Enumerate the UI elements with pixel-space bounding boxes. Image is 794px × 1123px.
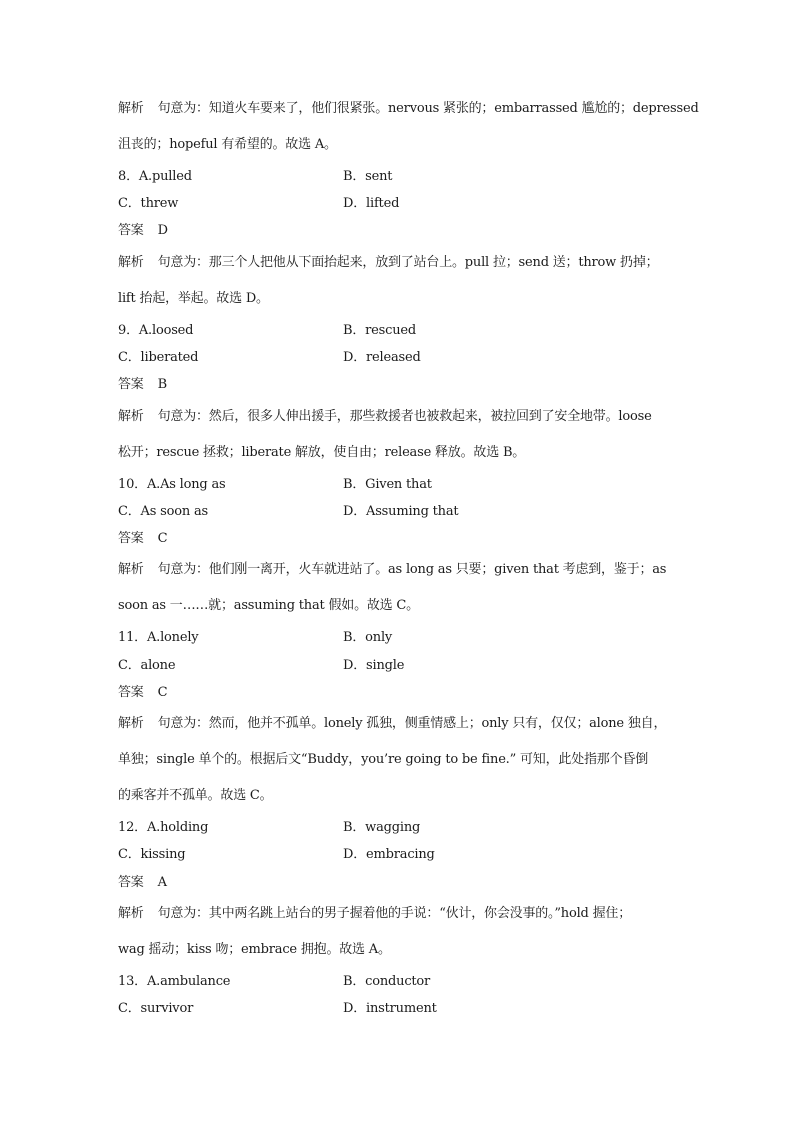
analysis-label: 解析 bbox=[118, 409, 144, 424]
analysis-continuation bbox=[118, 787, 688, 805]
answer-line bbox=[118, 874, 688, 892]
analysis-text: 句意为：然后，很多人伸出援手，那些救援者也被救起来，被拉回到了安全地带。loose bbox=[157, 409, 652, 424]
option-c: C．As soon as bbox=[118, 504, 208, 519]
analysis-text: 句意为：其中两名跳上站台的男子握着他的手说：“伙计，你会没事的。”hold 握住； bbox=[157, 906, 632, 921]
analysis-continuation bbox=[118, 136, 688, 154]
analysis-text: 沮丧的；hopeful 有希望的。故选 A。 bbox=[118, 137, 337, 152]
answer-value: A bbox=[157, 875, 167, 890]
analysis-text: soon as 一……就；assuming that 假如。故选 C。 bbox=[118, 598, 419, 613]
option-d: D．released bbox=[343, 350, 421, 365]
analysis-label: 解析 bbox=[118, 906, 144, 921]
options-row bbox=[118, 819, 688, 837]
options-row bbox=[118, 657, 688, 675]
analysis-text: 句意为：然而，他并不孤单。lonely 孤独，侧重情感上；only 只有，仅仅；alone 独自， bbox=[157, 716, 667, 731]
analysis-text: 单独；single 单个的。根据后文“Buddy，you’re going to be fine.” 可知，此处指那个昏倒 bbox=[118, 752, 648, 767]
option-b: B．rescued bbox=[343, 323, 417, 338]
analysis-label: 解析 bbox=[118, 562, 144, 577]
option-a: 10．A.As long as bbox=[118, 477, 226, 492]
options-row bbox=[118, 973, 688, 991]
option-d: D．Assuming that bbox=[343, 504, 459, 519]
analysis-label: 解析 bbox=[118, 255, 144, 270]
analysis-text: 句意为：知道火车要来了，他们很紧张。nervous 紧张的；embarrassed 尴尬的；depressed bbox=[157, 101, 699, 116]
analysis-line bbox=[118, 561, 688, 579]
answer-value: B bbox=[157, 377, 167, 392]
option-c: C．kissing bbox=[118, 847, 186, 862]
option-a: 11．A.lonely bbox=[118, 630, 199, 645]
options-row bbox=[118, 629, 688, 647]
option-c: C．liberated bbox=[118, 350, 199, 365]
analysis-line bbox=[118, 715, 688, 733]
answer-label: 答案 bbox=[118, 377, 144, 392]
answer-label: 答案 bbox=[118, 685, 144, 700]
option-b: B．sent bbox=[343, 169, 393, 184]
analysis-line bbox=[118, 905, 688, 923]
answer-label: 答案 bbox=[118, 223, 144, 238]
analysis-line bbox=[118, 254, 688, 272]
option-b: B．only bbox=[343, 630, 393, 645]
analysis-label: 解析 bbox=[118, 716, 144, 731]
option-a: 13．A.ambulance bbox=[118, 974, 231, 989]
option-b: B．wagging bbox=[343, 820, 421, 835]
analysis-continuation bbox=[118, 444, 688, 462]
answer-value: C bbox=[157, 685, 168, 700]
option-c: C．alone bbox=[118, 658, 176, 673]
option-c: C．survivor bbox=[118, 1001, 194, 1016]
analysis-text: 的乘客并不孤单。故选 C。 bbox=[118, 788, 273, 803]
option-a: 9．A.loosed bbox=[118, 323, 194, 338]
analysis-continuation bbox=[118, 597, 688, 615]
option-b: B．Given that bbox=[343, 477, 432, 492]
analysis-label: 解析 bbox=[118, 101, 144, 116]
answer-label: 答案 bbox=[118, 531, 144, 546]
answer-line bbox=[118, 684, 688, 702]
option-b: B．conductor bbox=[343, 974, 431, 989]
answer-value: C bbox=[157, 531, 168, 546]
options-row bbox=[118, 476, 688, 494]
option-d: D．embracing bbox=[343, 847, 435, 862]
option-a: 8．A.pulled bbox=[118, 169, 192, 184]
analysis-text: wag 摇动；kiss 吻；embrace 拥抱。故选 A。 bbox=[118, 942, 391, 957]
options-row bbox=[118, 195, 688, 213]
option-d: D．instrument bbox=[343, 1001, 437, 1016]
analysis-line bbox=[118, 100, 699, 118]
analysis-continuation bbox=[118, 751, 688, 769]
option-d: D．lifted bbox=[343, 196, 400, 211]
options-row bbox=[118, 846, 688, 864]
options-row bbox=[118, 503, 688, 521]
analysis-line bbox=[118, 408, 688, 426]
options-row bbox=[118, 349, 688, 367]
analysis-text: lift 抬起，举起。故选 D。 bbox=[118, 291, 269, 306]
option-d: D．single bbox=[343, 658, 405, 673]
options-row bbox=[118, 322, 688, 340]
analysis-continuation bbox=[118, 290, 688, 308]
answer-line bbox=[118, 376, 688, 394]
analysis-text: 句意为：他们刚一离开，火车就进站了。as long as 只要；given that 考虑到，鉴于；as bbox=[157, 562, 667, 577]
analysis-text: 松开；rescue 拯救；liberate 解放，使自由；release 释放。故选 B。 bbox=[118, 445, 526, 460]
analysis-text: 句意为：那三个人把他从下面抬起来，放到了站台上。pull 拉；send 送；throw 扔掉； bbox=[157, 255, 659, 270]
options-row bbox=[118, 1000, 688, 1018]
option-c: C．threw bbox=[118, 196, 179, 211]
answer-line bbox=[118, 530, 688, 548]
options-row bbox=[118, 168, 688, 186]
answer-label: 答案 bbox=[118, 875, 144, 890]
answer-value: D bbox=[157, 223, 168, 238]
option-a: 12．A.holding bbox=[118, 820, 209, 835]
analysis-continuation bbox=[118, 941, 688, 959]
answer-line bbox=[118, 222, 688, 240]
